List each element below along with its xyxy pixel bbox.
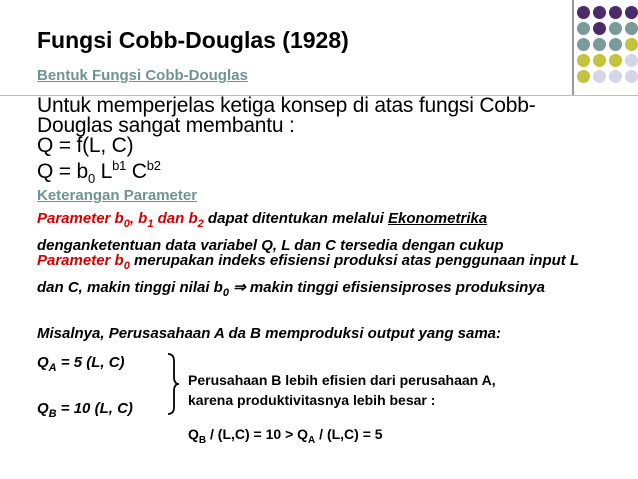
- decor-dot: [625, 54, 638, 67]
- comparison-sub: B: [198, 434, 207, 446]
- decor-dot: [593, 38, 606, 51]
- param-red-sub: 2: [197, 218, 204, 230]
- decor-dot: [593, 54, 606, 67]
- decor-dot: [609, 70, 622, 83]
- eq-part: Q: [37, 354, 49, 371]
- paragraph-text: dapat ditentukan melalui: [203, 210, 388, 227]
- note-line-1: Perusahaan B lebih efisien dari perusahaan A,: [188, 372, 496, 388]
- intro-line-2: Douglas sangat membantu :: [37, 114, 295, 137]
- decor-dot: [577, 54, 590, 67]
- ekonometrika-text: Ekonometrika: [387, 210, 488, 227]
- comparison-part: / (L,C) = 10 > Q: [206, 426, 309, 442]
- decor-vertical-line: [572, 0, 574, 96]
- slide-title: Fungsi Cobb-Douglas (1928): [37, 27, 349, 53]
- paragraph-b0: [37, 250, 602, 304]
- eq-part: = 10 (L, C): [56, 400, 133, 417]
- paragraph-text: makin tinggi efisiensiproses produksinya: [249, 279, 545, 296]
- param-red: Parameter b: [37, 252, 124, 269]
- param-red-sub: 0: [123, 218, 130, 230]
- paragraph-text: denganketentuan data variabel Q, L dan C tersedia dengan cukup: [37, 237, 504, 254]
- param-red-sub: 1: [147, 218, 154, 230]
- decor-dot: [577, 70, 590, 83]
- formula-2: [37, 156, 161, 188]
- equation-qa: [37, 354, 125, 374]
- decor-dot: [625, 38, 638, 51]
- decor-dot: [609, 38, 622, 51]
- subtitle-form: Bentuk Fungsi Cobb-Douglas: [37, 67, 248, 84]
- paragraph-sub: 0: [222, 287, 229, 299]
- decor-dot: [593, 22, 606, 35]
- decor-dot: [593, 70, 606, 83]
- decor-dot: [609, 6, 622, 19]
- comparison-line: [188, 424, 383, 451]
- decor-dot: [577, 22, 590, 35]
- comparison-part: Q: [188, 426, 199, 442]
- comparison-sub: A: [308, 434, 316, 446]
- decor-dot: [625, 22, 638, 35]
- param-red: dan b: [153, 210, 198, 227]
- eq-sub: B: [48, 408, 57, 420]
- decor-dot-grid: [577, 6, 638, 86]
- formula-2-sub: 0: [87, 171, 95, 187]
- note-line-2: karena produktivitasnya lebih besar :: [188, 392, 436, 408]
- param-red: Parameter b: [37, 210, 124, 227]
- param-red-sub: 0: [123, 260, 130, 272]
- decor-dot: [625, 70, 638, 83]
- formula-2-part: Q = b: [37, 160, 88, 183]
- decor-dot: [577, 38, 590, 51]
- formula-2-sup: b1: [112, 158, 127, 173]
- decor-dot: [625, 6, 638, 19]
- eq-sub: A: [48, 362, 57, 374]
- decor-dot: [593, 6, 606, 19]
- param-red: , b: [129, 210, 148, 227]
- formula-2-part: L: [94, 160, 113, 183]
- equation-qb: [37, 400, 133, 420]
- eq-part: = 5 (L, C): [56, 354, 125, 371]
- curly-brace-icon: [166, 353, 180, 415]
- formula-1: Q = f(L, C): [37, 134, 134, 157]
- comparison-part: / (L,C) = 5: [315, 426, 383, 442]
- subtitle-params: Keterangan Parameter: [37, 187, 198, 204]
- eq-part: Q: [37, 400, 49, 417]
- paragraph-parameters: [37, 208, 602, 256]
- implies-arrow-icon: ⇒: [228, 279, 250, 296]
- formula-2-part: C: [126, 160, 147, 183]
- intro-line-1: Untuk memperjelas ketiga konsep di atas fungsi Cobb-: [37, 94, 536, 117]
- decor-dot: [609, 22, 622, 35]
- paragraph-text: merupakan indeks efisiensi produksi atas penggunaan input L dan C, makin tinggi nilai b: [37, 252, 579, 296]
- formula-2-sup: b2: [146, 158, 161, 173]
- example-sentence: Misalnya, Perusasahaan A da B memproduksi output yang sama:: [37, 325, 502, 342]
- decor-dot: [577, 6, 590, 19]
- decor-dot: [609, 54, 622, 67]
